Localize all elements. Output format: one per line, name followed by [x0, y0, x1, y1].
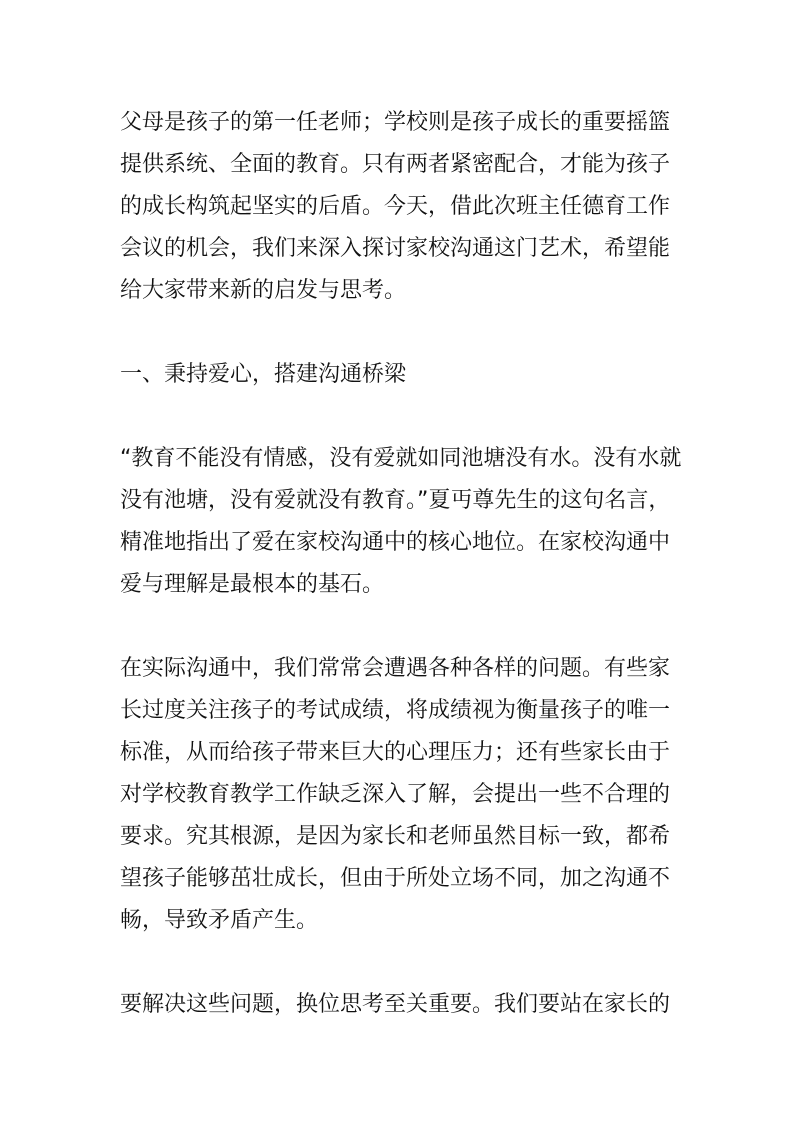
- text-line: 没有池塘，没有爱就没有教育。”夏丏尊先生的这句名言，: [120, 488, 671, 513]
- heading-line: 一、秉持爱心，搭建沟通桥梁: [120, 362, 407, 387]
- text-line: 畅，导致矛盾产生。: [120, 908, 319, 933]
- quote-paragraph: [120, 438, 680, 606]
- text-line: 给大家带来新的启发与思考。: [120, 278, 407, 303]
- text-line: 标准，从而给孩子带来巨大的心理压力；还有些家长由于: [120, 740, 671, 765]
- text-line: 在实际沟通中，我们常常会遭遇各种各样的问题。有些家: [120, 656, 671, 681]
- text-line: 提供系统、全面的教育。只有两者紧密配合，才能为孩子: [120, 152, 671, 177]
- text-line: 父母是孩子的第一任老师；学校则是孩子成长的重要摇篮: [120, 110, 671, 135]
- text-line: 对学校教育教学工作缺乏深入了解，会提出一些不合理的: [120, 782, 671, 807]
- text-line: 爱与理解是最根本的基石。: [120, 572, 385, 597]
- text-line: 望孩子能够茁壮成长，但由于所处立场不同，加之沟通不: [120, 866, 671, 891]
- text-line: 要解决这些问题，换位思考至关重要。我们要站在家长的: [120, 992, 671, 1017]
- text-line: 精准地指出了爱在家校沟通中的核心地位。在家校沟通中: [120, 530, 671, 555]
- document-page: [120, 102, 680, 1068]
- text-line: 要求。究其根源，是因为家长和老师虽然目标一致，都希: [120, 824, 671, 849]
- text-line: 长过度关注孩子的考试成绩，将成绩视为衡量孩子的唯一: [120, 698, 671, 723]
- section-heading: [120, 354, 680, 396]
- problems-paragraph: [120, 648, 680, 942]
- text-line: “教育不能没有情感，没有爱就如同池塘没有水。没有水就: [120, 446, 682, 471]
- text-line: 会议的机会，我们来深入探讨家校沟通这门艺术，希望能: [120, 236, 671, 261]
- solution-paragraph: [120, 984, 680, 1026]
- intro-paragraph: [120, 102, 680, 312]
- text-line: 的成长构筑起坚实的后盾。今天，借此次班主任德育工作: [120, 194, 671, 219]
